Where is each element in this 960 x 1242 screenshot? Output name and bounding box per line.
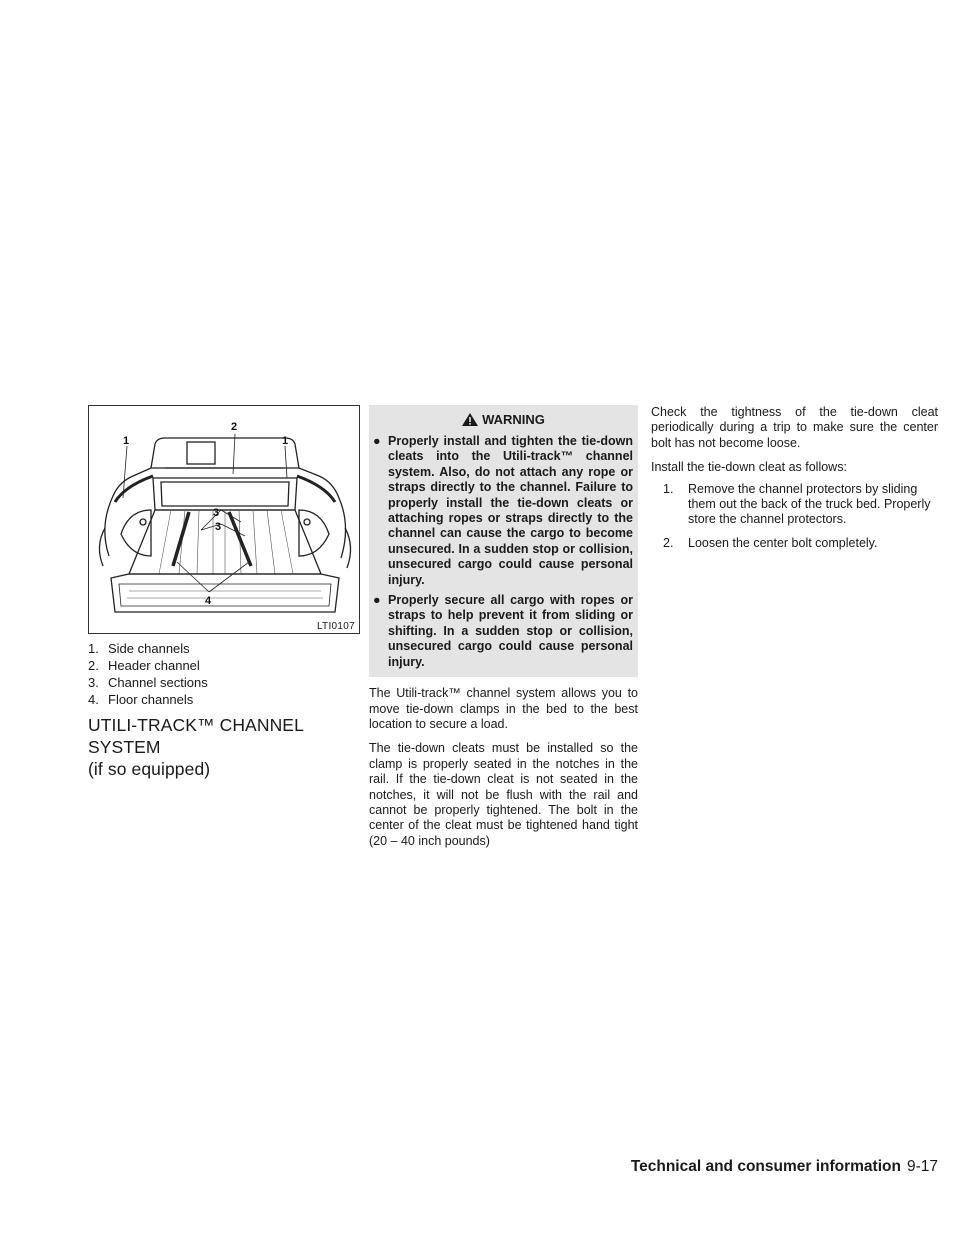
install-steps [651,482,938,552]
body-paragraph: The Utili-track™ channel system allows you to move tie-down clamps in the bed to the best location to secure a load. [369,686,638,731]
callout-3-upper: 3 [213,507,220,519]
body-paragraph: The tie-down cleats must be installed so the clamp is properly seated in the notches in the rail. If the tie-down cleat is not seated in the notches, it will not be flush with the rail and cannot be properly tightened. The bolt in the center of the cleat must be tightened hand tight (20 – 40 inch pounds) [369,741,638,848]
warning-item: ● Properly secure all cargo with ropes or straps to help prevent it from sliding or shifting. In a sudden stop or collision, unsecured cargo could cause personal injury. [373,593,633,669]
legend-item: 2. Header channel [88,658,200,673]
section-title: UTILI-TRACK™ CHANNEL SYSTEM (if so equipped) [88,715,304,779]
footer-section-title: Technical and consumer information [630,1158,901,1175]
page-footer [631,1158,938,1176]
bullet-icon: ● [373,434,381,448]
callout-3-lower: 3 [215,521,222,533]
warning-heading: WARNING [373,409,633,429]
truck-bed-illustration [89,406,361,635]
page-number: 9-17 [906,1158,938,1175]
warning-item: ● Properly install and tighten the tie-down cleats into the Utili-track™ channel system. Also, do not attach any rope or straps directly to the channel. Failure to properly install the tie-down cleats or attaching ropes or straps directly to the channel can cause the cargo to become unsecured. In a sudden stop or collision, unsecured cargo could cause personal injury. [373,434,633,587]
figure-code: LTI0107 [316,621,355,632]
step-item: 1. Remove the channel protectors by sliding them out the back of the truck bed. Properly store the channel protectors. [663,481,931,527]
body-paragraph: Check the tightness of the tie-down cleat periodically during a trip to make sure the center bolt has not become loose. [651,405,938,450]
body-paragraph: Install the tie-down cleat as follows: [651,460,847,475]
left-column [88,405,360,780]
callout-2: 2 [231,421,238,433]
bullet-icon: ● [373,593,381,608]
middle-column [369,405,638,849]
warning-box [369,405,638,677]
callout-1-left: 1 [123,435,130,447]
legend-item: 1. Side channels [88,641,190,656]
callout-4: 4 [205,595,212,607]
legend-item: 4. Floor channels [88,692,194,707]
figure-legend [88,640,360,708]
callout-1-right: 1 [282,435,289,447]
truck-bed-figure [88,405,360,634]
legend-item: 3. Channel sections [88,675,208,690]
step-item: 2. Loosen the center bolt completely. [663,535,878,550]
warning-triangle-icon [461,412,479,427]
right-column [651,405,938,559]
